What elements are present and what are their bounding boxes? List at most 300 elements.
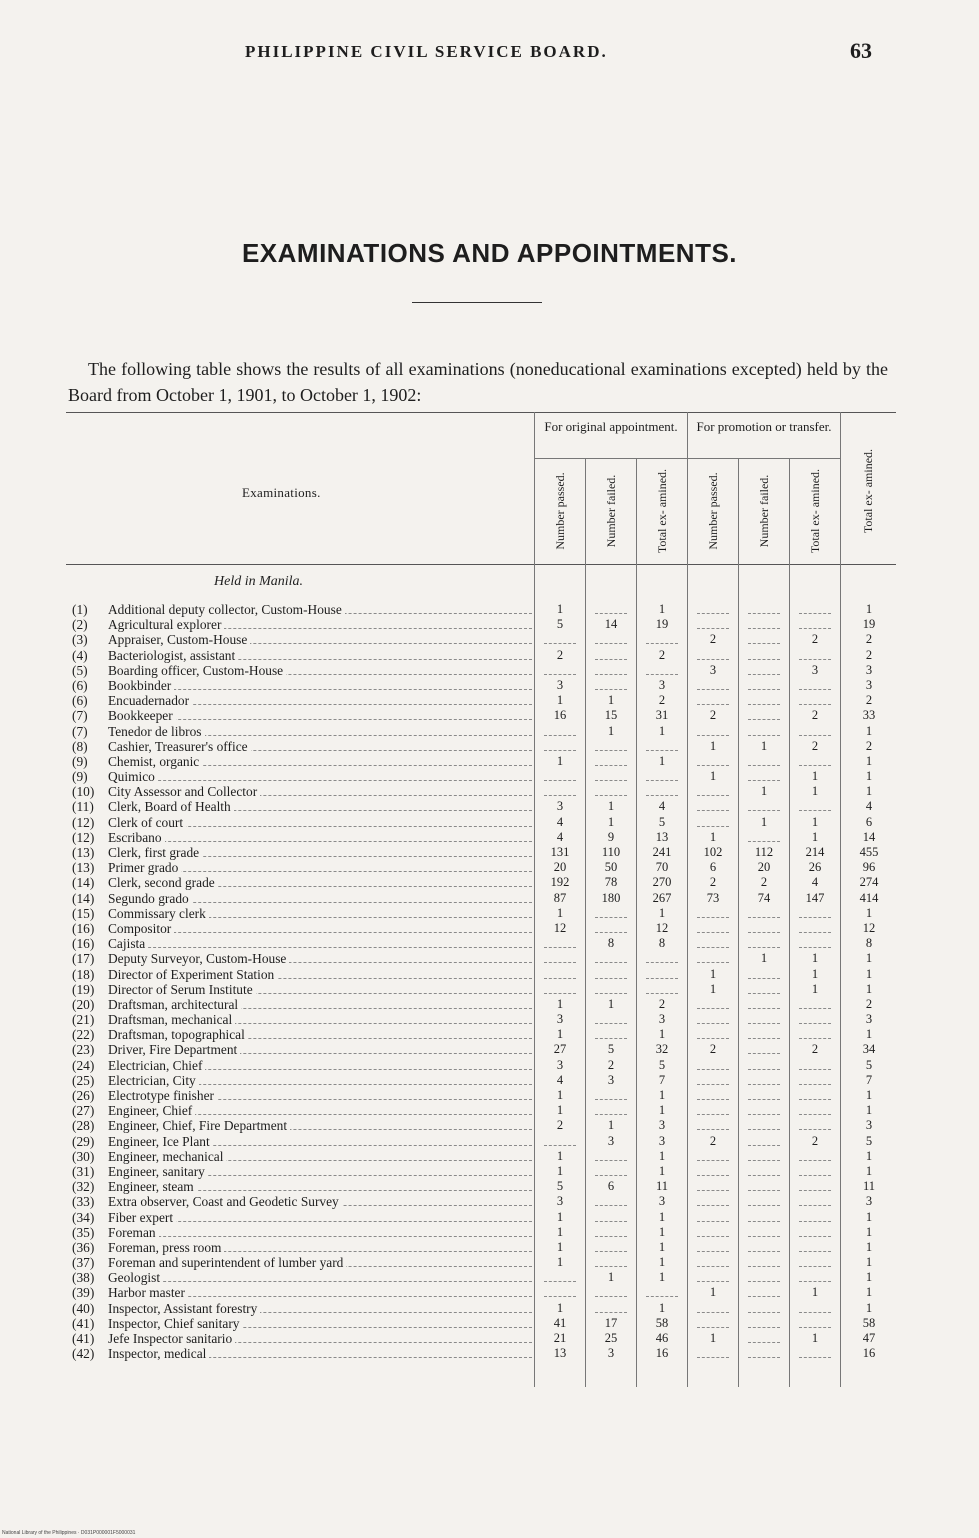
table-row [66,1331,896,1346]
row-cell: 5 [556,1179,564,1194]
row-number: (16) [72,920,95,936]
col-promotion-failed: Number failed. [757,474,771,548]
row-examination-name [108,799,532,814]
page-title: EXAMINATIONS AND APPOINTMENTS. [241,238,738,268]
row-examination-label: Director of Experiment Station [108,967,277,982]
row-cell: 33 [862,708,876,723]
row-number: (9) [72,753,88,769]
row-cell: 112 [754,845,774,859]
row-cell: 4 [556,814,564,829]
table-row [66,815,896,830]
row-number: (22) [72,1027,95,1043]
row-cell: 1 [811,769,819,784]
row-cell: 13 [553,1346,567,1361]
row-examination-name [108,1027,532,1042]
row-examination-label: Foreman, press room [108,1240,224,1255]
row-examination-name [108,936,532,951]
row-examination-name [108,1088,532,1103]
row-examination-name [108,951,532,966]
row-cell: 267 [652,890,672,905]
row-cell: 1 [607,814,615,829]
table-row [66,997,896,1012]
table-row [66,708,896,723]
table-row [66,921,896,936]
row-cell: 1 [865,905,873,920]
table-row [66,1240,896,1255]
group-original-header: For original appointment. [544,419,678,434]
row-cell: 1 [658,1209,666,1224]
row-number: (23) [72,1042,95,1058]
row-cell: 1 [658,1148,666,1163]
row-cell: 3 [607,1346,615,1361]
row-number: (16) [72,936,95,952]
row-number: (14) [72,875,95,891]
table-body [66,602,896,1361]
row-cell: 3 [556,799,564,814]
row-cell: 1 [865,1224,873,1239]
row-cell: 1 [658,1027,666,1042]
row-number: (41) [72,1331,95,1346]
row-cell: 1 [865,1285,873,1300]
row-examination-name [108,663,532,678]
row-cell: 3 [865,662,873,677]
row-cell: 2 [658,647,666,662]
row-cell: 1 [556,693,564,708]
row-number: (17) [72,951,95,967]
row-examination-label: Fiber expert [108,1210,176,1225]
row-cell: 3 [811,662,819,677]
row-cell: 96 [862,860,876,875]
table-row [66,1255,896,1270]
row-cell: 4 [811,875,819,890]
row-cell: 1 [658,1255,666,1270]
row-cell: 26 [808,860,822,875]
row-cell: 2 [811,632,819,647]
row-examination-name [108,845,532,860]
table-row [66,784,896,799]
table-row [66,1027,896,1042]
table-row [66,739,896,754]
row-cell: 73 [706,890,720,905]
row-examination-name [108,1164,532,1179]
row-cell: 1 [865,981,873,996]
row-cell: 1 [865,1239,873,1254]
row-number: (13) [72,845,95,860]
row-cell: 3 [865,1118,873,1133]
row-cell: 3 [658,1194,666,1209]
row-cell: 58 [862,1315,876,1330]
table-row [66,1346,896,1361]
row-cell: 5 [865,1057,873,1072]
table-row [66,1301,896,1316]
row-cell: 1 [865,1027,873,1042]
row-number: (24) [72,1057,95,1073]
row-number: (31) [72,1163,95,1179]
row-cell: 1 [607,1118,615,1133]
col-original-passed: Number passed. [553,472,567,550]
row-cell: 58 [655,1315,669,1330]
row-examination-name [108,1103,532,1118]
row-cell: 6 [607,1179,615,1194]
row-examination-name [108,1316,532,1331]
row-examination-label: Commissary clerk [108,906,209,921]
row-number: (7) [72,723,88,739]
row-examination-name [108,1118,532,1133]
row-examination-label: Foreman [108,1225,159,1240]
row-cell: 1 [865,1270,873,1285]
row-cell: 1 [607,1270,615,1285]
row-cell: 1 [760,738,768,753]
row-number: (2) [72,617,88,633]
row-cell: 6 [865,814,873,829]
row-cell: 1 [865,966,873,981]
row-examination-label: Driver, Fire Department [108,1042,240,1057]
table-row [66,860,896,875]
row-examination-name [108,708,532,723]
row-cell: 1 [865,1300,873,1315]
row-number: (10) [72,784,95,800]
row-cell: 3 [709,662,717,677]
row-number: (14) [72,890,95,906]
table-row [66,693,896,708]
row-cell: 1 [556,1163,564,1178]
table-row [66,724,896,739]
row-cell: 1 [607,693,615,708]
row-cell: 1 [556,996,564,1011]
row-cell: 241 [652,845,672,859]
row-examination-name [108,1073,532,1088]
row-examination-label: Inspector, Chief sanitary [108,1316,242,1331]
row-examination-name [108,1225,532,1240]
row-cell: 4 [658,799,666,814]
row-number: (41) [72,1315,95,1331]
row-number: (27) [72,1103,95,1119]
row-cell: 3 [556,1194,564,1209]
row-cell: 1 [760,951,768,966]
row-examination-name [108,1042,532,1057]
row-cell: 70 [655,860,669,875]
row-examination-name [108,891,532,906]
row-examination-label: Draftsman, architectural [108,997,241,1012]
row-number: (32) [72,1179,95,1195]
row-cell: 2 [811,1133,819,1148]
row-cell: 192 [550,875,570,890]
row-number: (20) [72,996,95,1012]
row-examination-label: Compositor [108,921,174,936]
row-number: (25) [72,1072,95,1088]
row-examination-label: Escribano [108,830,165,845]
row-examination-name [108,982,532,997]
table-row [66,1012,896,1027]
row-cell: 3 [607,1072,615,1087]
row-cell: 1 [760,784,768,799]
col-grand-total: Total ex- amined. [861,448,875,534]
row-cell: 1 [865,1255,873,1270]
row-number: (7) [72,708,88,724]
row-examination-label: Electrotype finisher [108,1088,217,1103]
row-cell: 2 [607,1057,615,1072]
row-cell: 4 [556,829,564,844]
row-cell: 1 [709,738,717,753]
row-cell: 1 [658,602,666,616]
row-cell: 1 [709,1285,717,1300]
row-examination-label: Geologist [108,1270,163,1285]
row-examination-label: Extra observer, Coast and Geodetic Survey [108,1194,342,1209]
examinations-table [66,412,896,1397]
row-cell: 12 [862,920,876,935]
table-row [66,1118,896,1133]
row-cell: 14 [604,617,618,632]
row-cell: 1 [709,769,717,784]
row-examination-label: Bookkeeper [108,708,176,723]
row-cell: 1 [709,966,717,981]
row-number: (28) [72,1118,95,1134]
table-row [66,769,896,784]
row-cell: 1 [811,966,819,981]
row-cell: 1 [556,1027,564,1042]
row-cell: 2 [865,996,873,1011]
table-row [66,648,896,663]
row-cell: 1 [556,905,564,920]
row-number: (42) [72,1346,95,1362]
row-cell: 20 [553,860,567,875]
row-number: (15) [72,905,95,921]
row-cell: 1 [556,1148,564,1163]
table-row [66,891,896,906]
row-examination-label: Bacteriologist, assistant [108,648,238,663]
row-number: (18) [72,966,95,982]
row-cell: 1 [556,602,564,616]
row-cell: 2 [556,647,564,662]
row-examination-label: Clerk of court [108,815,186,830]
row-cell: 21 [553,1331,567,1345]
row-cell: 1 [865,951,873,966]
row-cell: 5 [658,814,666,829]
row-cell: 14 [862,829,876,844]
row-examination-name [108,875,532,890]
row-cell: 455 [859,845,879,859]
running-head [0,38,979,72]
row-examination-label: Engineer, Ice Plant [108,1134,213,1149]
col-promotion-total: Total ex- amined. [808,468,822,554]
row-examination-name [108,724,532,739]
row-examination-label: Clerk, first grade [108,845,202,860]
group-promotion-header: For promotion or transfer. [696,419,832,434]
row-cell: 5 [865,1133,873,1148]
row-cell: 147 [805,890,825,905]
row-cell: 2 [658,996,666,1011]
table-row [66,678,896,693]
row-examination-name [108,860,532,875]
row-cell: 1 [607,723,615,738]
row-cell: 25 [604,1331,618,1345]
row-cell: 2 [709,875,717,890]
table-row [66,1134,896,1149]
table-row [66,1194,896,1209]
row-cell: 1 [658,1103,666,1118]
row-number: (40) [72,1300,95,1316]
row-number: (4) [72,647,88,663]
row-cell: 16 [553,708,567,723]
row-cell: 3 [865,1012,873,1027]
table-row [66,1285,896,1300]
row-examination-label: Additional deputy collector, Custom-House [108,602,345,617]
row-examination-name [108,693,532,708]
row-examination-label: Encuadernador [108,693,192,708]
row-examination-label: Cajista [108,936,148,951]
row-cell: 3 [607,1133,615,1148]
row-cell: 27 [553,1042,567,1057]
row-number: (30) [72,1148,95,1164]
row-cell: 102 [703,845,723,859]
row-cell: 1 [865,769,873,784]
row-cell: 3 [658,1118,666,1133]
row-cell: 1 [658,905,666,920]
row-cell: 2 [811,1042,819,1057]
row-cell: 1 [556,1088,564,1102]
row-cell: 32 [655,1042,669,1057]
row-cell: 270 [652,875,672,890]
row-cell: 1 [865,602,873,616]
row-examination-name [108,602,532,617]
row-cell: 19 [655,617,669,632]
row-cell: 5 [607,1042,615,1057]
row-number: (12) [72,814,95,830]
row-cell: 4 [865,799,873,814]
row-number: (13) [72,860,95,876]
row-number: (9) [72,769,88,785]
row-cell: 3 [658,1133,666,1148]
row-cell: 1 [658,1270,666,1285]
row-cell: 2 [865,632,873,647]
row-examination-name [108,1270,532,1285]
row-number: (1) [72,602,88,617]
row-cell: 1 [658,1163,666,1178]
row-examination-label: Draftsman, mechanical [108,1012,235,1027]
row-cell: 1 [865,1148,873,1163]
row-examination-label: Engineer, steam [108,1179,197,1194]
row-examination-name [108,906,532,921]
row-examination-label: Engineer, mechanical [108,1149,226,1164]
row-cell: 1 [709,981,717,996]
row-cell: 1 [811,951,819,966]
row-examination-name [108,678,532,693]
row-cell: 1 [658,753,666,768]
table-row [66,906,896,921]
row-examination-name [108,739,532,754]
row-cell: 1 [658,1088,666,1102]
table-row [66,663,896,678]
row-cell: 47 [862,1331,876,1345]
row-cell: 2 [556,1118,564,1133]
row-examination-name [108,1012,532,1027]
row-cell: 1 [658,723,666,738]
footer-note: National Library of the Philippines · D031P000001F5000031 [2,1530,136,1536]
row-number: (6) [72,693,88,709]
row-number: (26) [72,1088,95,1103]
col-promotion-passed: Number passed. [706,472,720,550]
table-row [66,982,896,997]
row-number: (6) [72,677,88,693]
table-row [66,799,896,814]
row-cell: 2 [709,708,717,723]
row-cell: 12 [655,920,669,935]
row-cell: 1 [607,996,615,1011]
row-cell: 34 [862,1042,876,1057]
row-cell: 3 [556,1057,564,1072]
row-cell: 1 [865,723,873,738]
row-cell: 1 [811,784,819,799]
row-examination-name [108,921,532,936]
row-cell: 7 [865,1072,873,1087]
table-row [66,1103,896,1118]
row-examination-label: Segundo grado [108,891,192,906]
row-cell: 1 [865,784,873,799]
row-cell: 13 [655,829,669,844]
row-cell: 180 [601,890,621,905]
row-examination-name [108,1058,532,1073]
col-original-failed: Number failed. [604,474,618,548]
row-examination-name [108,1210,532,1225]
row-cell: 2 [811,708,819,723]
row-number: (34) [72,1209,95,1225]
row-cell: 11 [862,1179,876,1194]
row-cell: 1 [811,814,819,829]
row-cell: 1 [607,799,615,814]
header-bottom-rule [66,564,896,565]
table-row [66,1225,896,1240]
row-examination-label: Inspector, Assistant forestry [108,1301,260,1316]
table-row [66,754,896,769]
row-examination-name [108,1285,532,1300]
row-cell: 1 [556,1224,564,1239]
row-examination-label: Cashier, Treasurer's office [108,739,251,754]
table-row [66,830,896,845]
row-cell: 9 [607,829,615,844]
row-cell: 1 [658,1239,666,1254]
row-examination-label: Harbor master [108,1285,188,1300]
row-cell: 2 [709,1042,717,1057]
row-examination-name [108,784,532,799]
row-examination-name [108,1240,532,1255]
row-examination-name [108,815,532,830]
row-examination-label: Appraiser, Custom-House [108,632,250,647]
row-examination-name [108,830,532,845]
row-cell: 16 [655,1346,669,1361]
row-examination-name [108,1194,532,1209]
row-cell: 2 [865,693,873,708]
col-original-total: Total ex- amined. [655,468,669,554]
row-examination-label: Chemist, organic [108,754,202,769]
row-cell: 20 [757,860,771,875]
row-cell: 16 [862,1346,876,1361]
row-number: (19) [72,981,95,997]
row-cell: 1 [865,1103,873,1118]
row-number: (36) [72,1239,95,1255]
table-row [66,617,896,632]
row-cell: 74 [757,890,771,905]
row-number: (3) [72,632,88,648]
intro-text: The following table shows the results of all examinations (noneducational examinations excepted) held by the Board from October 1, 1901, to October 1, 1902: [68,359,888,405]
table-row [66,875,896,890]
section-label: Held in Manila. [214,574,304,589]
intro-paragraph [68,356,888,408]
row-cell: 7 [658,1072,666,1087]
row-examination-label: Foreman and superintendent of lumber yard [108,1255,346,1270]
row-examination-label: Engineer, Chief [108,1103,195,1118]
row-examination-label: Boarding officer, Custom-House [108,663,286,678]
row-examination-name [108,1134,532,1149]
